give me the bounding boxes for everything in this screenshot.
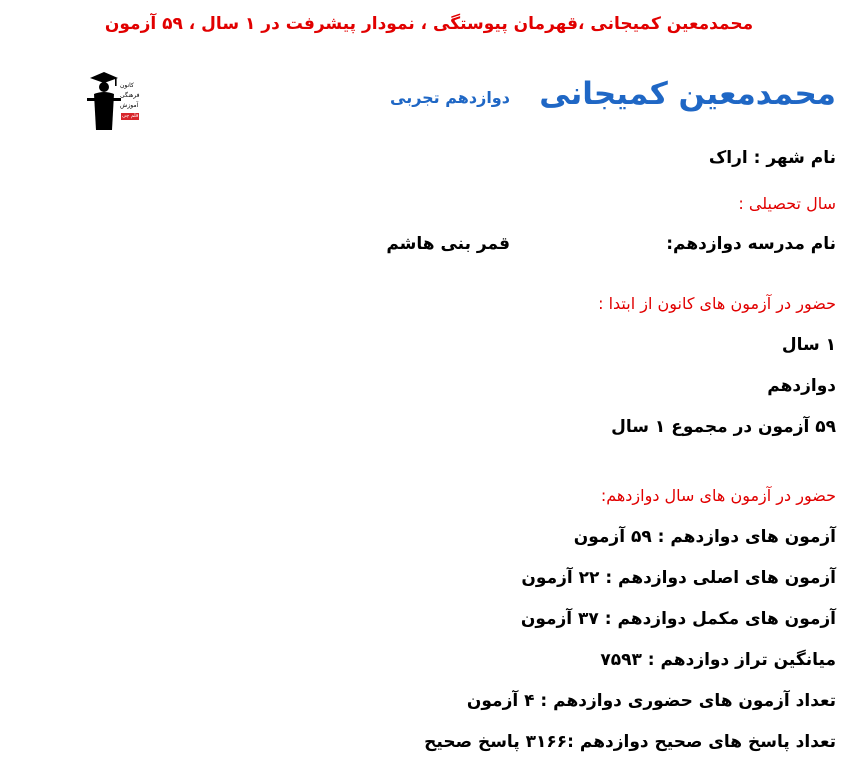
grade12-average-taraz: میانگین تراز دوازدهم : ۷۵۹۳ xyxy=(600,650,836,670)
page-header-title: محمدمعین کمیجانی ،قهرمان پیوستگی ، نمودار پیشرفت در ۱ سال ، ۵۹ آزمون xyxy=(104,14,754,34)
kanoon-logo-icon xyxy=(84,64,146,132)
school-value: قمر بنی هاشم xyxy=(386,234,510,254)
grade12-correct-answers: تعداد پاسخ های صحیح دوازدهم :۳۱۶۶ پاسخ صحیح xyxy=(424,732,836,752)
grade12-in-person-exams: تعداد آزمون های حضوری دوازدهم : ۴ آزمون xyxy=(466,691,836,711)
attendance-years: ۱ سال xyxy=(781,335,836,355)
grade-track: دوازدهم تجربی xyxy=(390,88,510,107)
logo-text-3: آموزش xyxy=(120,102,139,109)
attendance-total: ۵۹ آزمون در مجموع ۱ سال xyxy=(611,417,836,437)
city-name: نام شهر : اراک xyxy=(708,148,836,168)
logo-text-2: فرهنگی xyxy=(120,92,140,99)
attendance-heading: حضور در آزمون های کانون از ابتدا : xyxy=(598,294,836,313)
academic-year-label: سال تحصیلی : xyxy=(738,194,836,213)
student-name: محمدمعین کمیجانی xyxy=(539,76,836,112)
school-label: نام مدرسه دوازدهم: xyxy=(666,234,836,254)
attendance-grade: دوازدهم xyxy=(767,376,836,396)
grade12-heading: حضور در آزمون های سال دوازدهم: xyxy=(600,486,836,505)
grade12-main-exams: آزمون های اصلی دوازدهم : ۲۲ آزمون xyxy=(521,568,836,588)
grade12-exams: آزمون های دوازدهم : ۵۹ آزمون xyxy=(573,527,836,547)
logo-text-4: قلم چی xyxy=(122,113,139,119)
logo-text-1: کانون xyxy=(120,82,134,89)
grade12-supplementary-exams: آزمون های مکمل دوازدهم : ۳۷ آزمون xyxy=(520,609,836,629)
